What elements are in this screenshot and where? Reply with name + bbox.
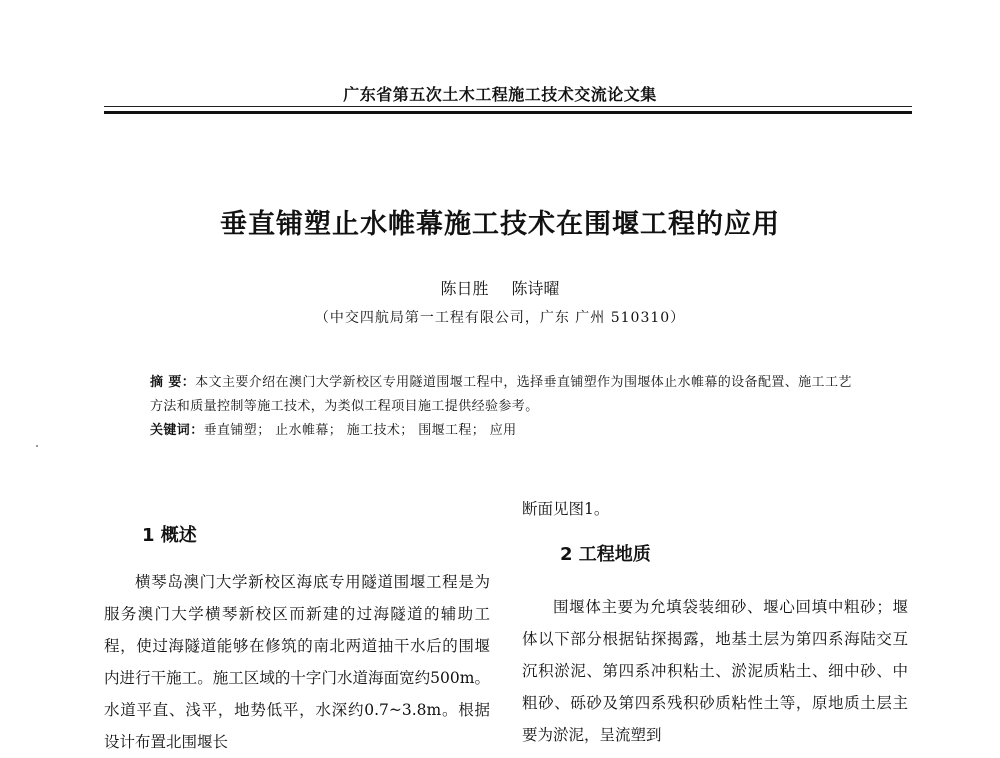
paper-authors: 陈日胜 陈诗曜 — [440, 279, 560, 298]
continuation-text: 断面见图1。 — [522, 500, 610, 518]
paper-title: 垂直铺塑止水帷幕施工技术在围堰工程的应用 — [220, 209, 780, 240]
abstract-block — [150, 371, 862, 443]
running-header: 广东省第五次土木工程施工技术交流论文集 — [343, 85, 657, 104]
margin-speck — [36, 445, 38, 447]
section-heading-overview: 1 概述 — [142, 525, 197, 546]
paper-affiliation: （中交四航局第一工程有限公司，广东 广州 510310） — [314, 310, 686, 326]
right-column — [522, 493, 908, 751]
keywords-text: 垂直铺塑； 止水帷幕； 施工技术； 围堰工程； 应用 — [203, 423, 517, 438]
keywords-line — [150, 419, 862, 443]
abstract-text: 本文主要介绍在澳门大学新校区专用隧道围堰工程中，选择垂直铺塑作为围堰体止水帷幕的设备配置、施工工艺方法和质量控制等施工技术，为类似工程项目施工提供经验参考。 — [150, 375, 852, 414]
abstract-label: 摘 要： — [150, 375, 196, 390]
header-rule-thin — [104, 106, 912, 107]
abstract-paragraph — [150, 371, 862, 419]
left-column — [104, 520, 490, 758]
geology-paragraph: 围堰体主要为允填袋装细砂、堰心回填中粗砂；堰体以下部分根据钻探揭露，地基土层为第四系海陆交互沉积淤泥、第四系冲积粘土、淤泥质粘土、细中砂、中粗砂、砾砂及第四系残积砂质粘性土等，原地质土层主要为淤泥，呈流塑到 — [522, 598, 908, 744]
section-heading-geology: 2 工程地质 — [560, 544, 651, 565]
keywords-label: 关键词： — [150, 423, 204, 438]
overview-paragraph: 横琴岛澳门大学新校区海底专用隧道围堰工程是为服务澳门大学横琴新校区而新建的过海隧道的辅助工程，使过海隧道能够在修筑的南北两道抽干水后的围堰内进行干施工。施工区域的十字门水道海面宽约500m。水道平直、浅平，地势低平，水深约0.7~3.8m。根据设计布置北围堰长 — [104, 573, 490, 751]
header-rule-thick — [104, 111, 912, 114]
